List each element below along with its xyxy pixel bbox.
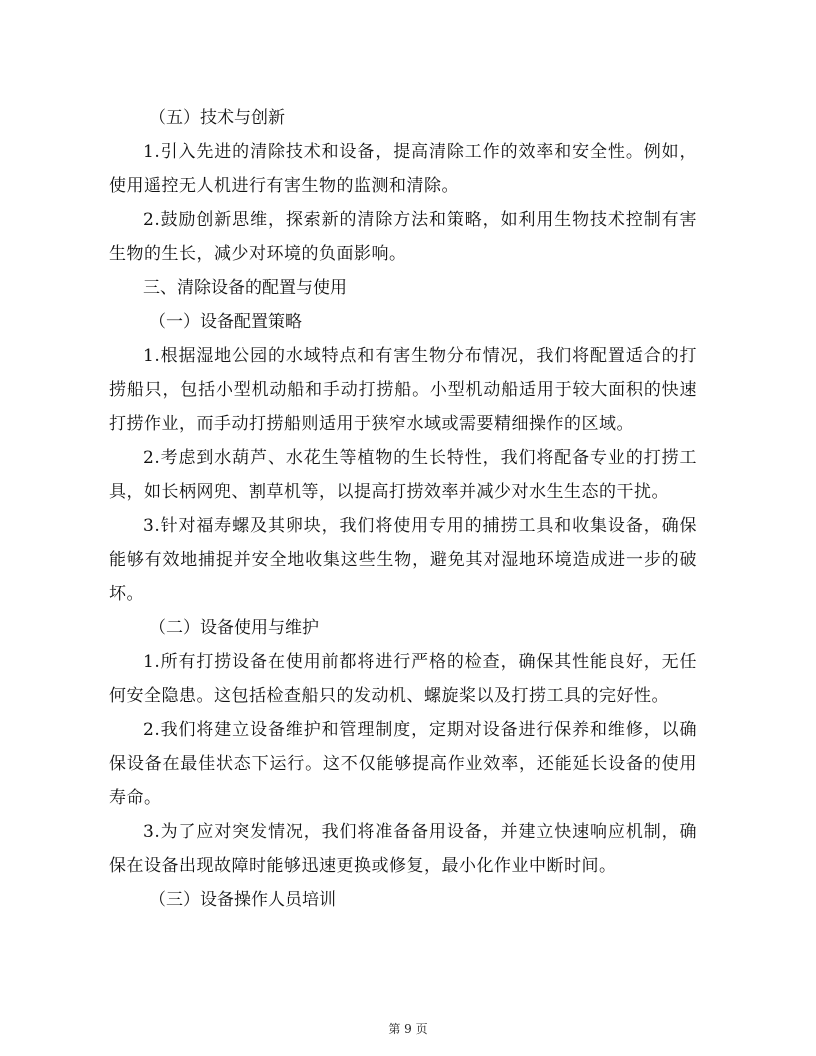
paragraph: 1.根据湿地公园的水域特点和有害生物分布情况，我们将配置适合的打捞船只，包括小型机动船和手动打捞船。小型机动船适用于较大面积的快速打捞作业，而手动打捞船则适用于狭窄水域或需要精细操作的区域。: [109, 346, 697, 434]
section-heading-config-strategy: （一）设备配置策略: [149, 312, 302, 332]
paragraph: 2.考虑到水葫芦、水花生等植物的生长特性，我们将配备专业的打捞工具，如长柄网兜、割草机等，以提高打捞效率并减少对水生生态的干扰。: [109, 448, 697, 502]
paragraph: 3.为了应对突发情况，我们将准备备用设备，并建立快速响应机制，确保在设备出现故障时能够迅速更换或修复，最小化作业中断时间。: [109, 822, 697, 876]
section-heading-tech-innovation: （五）技术与创新: [149, 108, 285, 128]
paragraph: 2.鼓励创新思维，探索新的清除方法和策略，如利用生物技术控制有害生物的生长，减少对环境的负面影响。: [109, 210, 697, 264]
section-heading-operator-training: （三）设备操作人员培训: [149, 890, 336, 910]
paragraph: 3.针对福寿螺及其卵块，我们将使用专用的捕捞工具和收集设备，确保能够有效地捕捉并安全地收集这些生物，避免其对湿地环境造成进一步的破坏。: [109, 516, 697, 604]
document-body: [109, 101, 697, 917]
section-heading-use-maintenance: （二）设备使用与维护: [149, 618, 319, 638]
page-number: 第 9 页: [388, 1022, 428, 1036]
paragraph: 2.我们将建立设备维护和管理制度，定期对设备进行保养和维修，以确保设备在最佳状态下运行。这不仅能够提高作业效率，还能延长设备的使用寿命。: [109, 720, 697, 808]
paragraph: 1.引入先进的清除技术和设备，提高清除工作的效率和安全性。例如，使用遥控无人机进行有害生物的监测和清除。: [109, 142, 697, 196]
chapter-heading-equipment: 三、清除设备的配置与使用: [143, 278, 347, 298]
paragraph: 1.所有打捞设备在使用前都将进行严格的检查，确保其性能良好，无任何安全隐患。这包括检查船只的发动机、螺旋桨以及打捞工具的完好性。: [109, 652, 697, 706]
